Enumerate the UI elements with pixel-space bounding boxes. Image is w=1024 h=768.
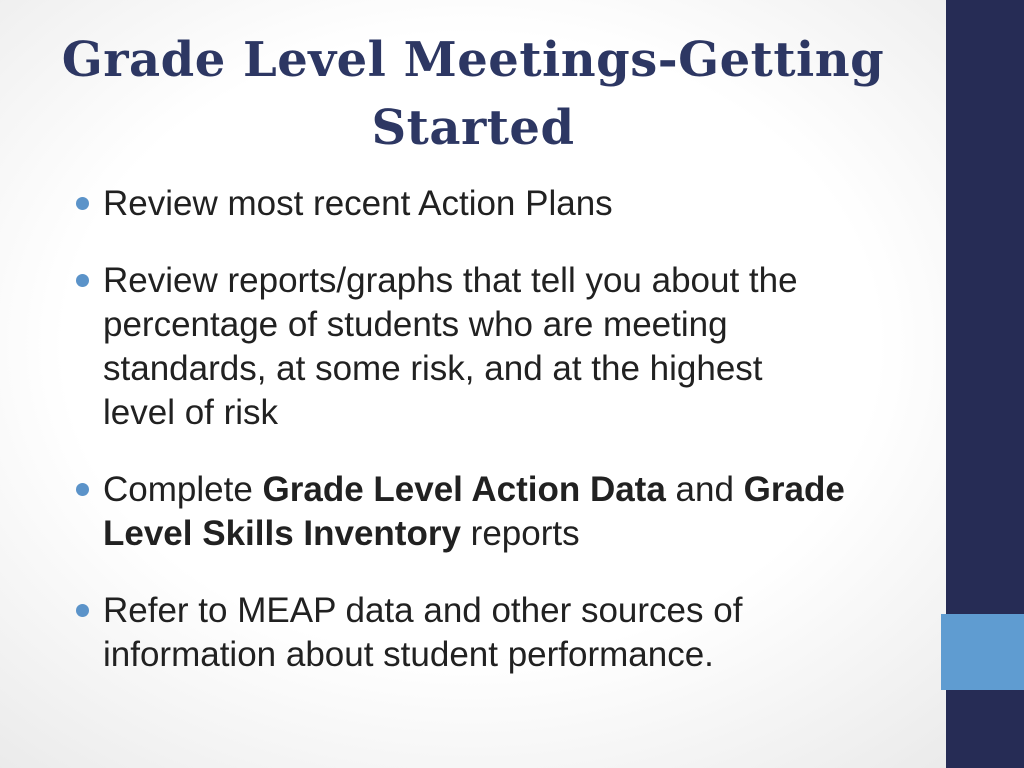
bullet-line [103,468,946,512]
bullet-line [103,347,946,391]
text-segment: information about student performance. [103,635,714,674]
bullet-item [0,182,946,226]
bullet-line [103,259,946,303]
bullet-line [103,589,946,633]
bullet-item [0,259,946,435]
text-segment: Refer to MEAP data and other sources of [103,591,743,630]
text-segment: Grade [743,470,845,509]
bullet-line [103,182,946,226]
text-segment: Complete [103,470,263,509]
title-line-1: Grade Level Meetings-Getting [61,32,885,88]
text-segment: Review most recent Action Plans [103,184,613,223]
accent-block [941,614,1024,690]
slide-title [0,26,946,162]
bullet-dot-icon [76,483,89,496]
title-line-2: Started [371,100,575,156]
bullet-list [0,182,946,710]
bullet-dot-icon [76,604,89,617]
bullet-line [103,391,946,435]
text-segment: Review reports/graphs that tell you about the [103,261,798,300]
text-segment: Grade Level Action Data [262,470,666,509]
bullet-dot-icon [76,274,89,287]
bullet-line [103,303,946,347]
bullet-item [0,589,946,677]
text-segment: reports [460,514,580,553]
text-segment: percentage of students who are meeting [103,305,728,344]
text-segment: and [665,470,744,509]
text-segment: standards, at some risk, and at the highest [103,349,763,388]
bullet-item [0,468,946,556]
text-segment: Level Skills Inventory [103,514,461,553]
bullet-line [103,633,946,677]
bullet-dot-icon [76,197,89,210]
bullet-line [103,512,946,556]
text-segment: level of risk [103,393,279,432]
